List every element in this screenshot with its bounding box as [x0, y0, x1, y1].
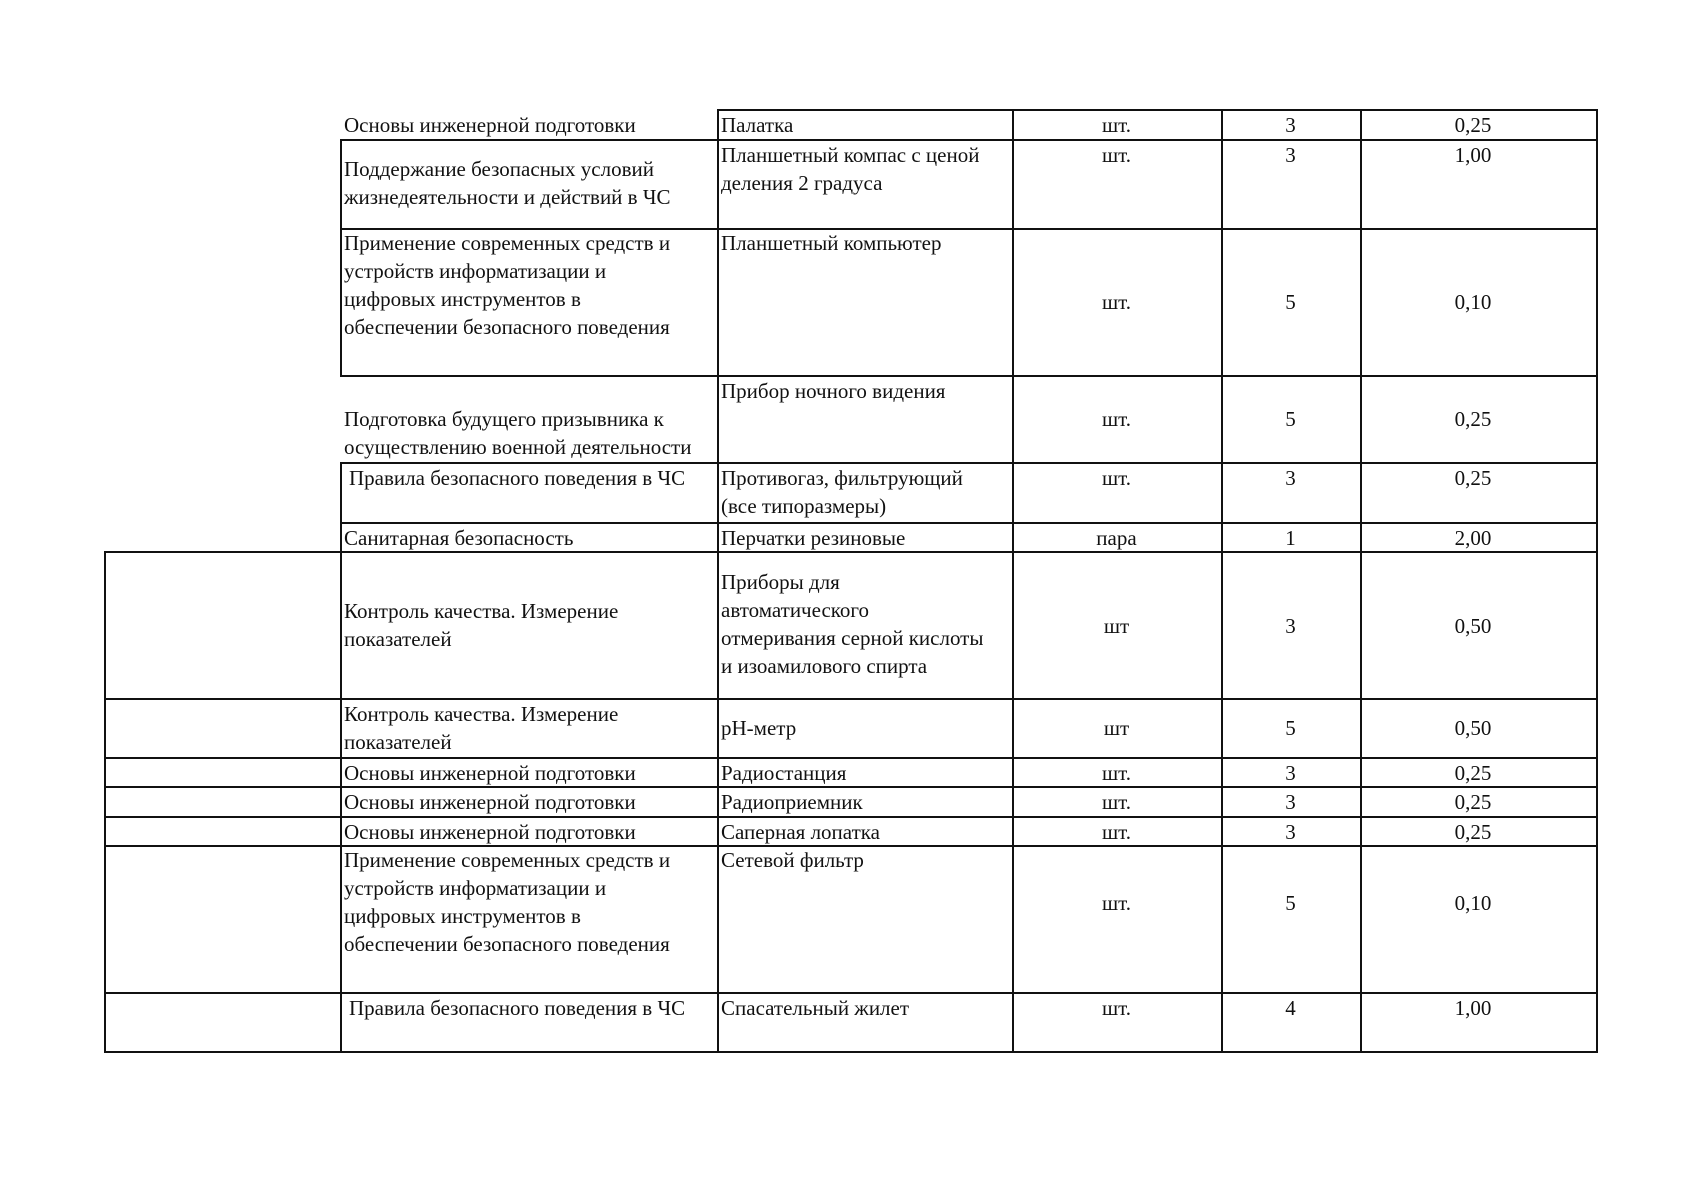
cell-rate: 0,25	[1454, 820, 1492, 844]
cell-item: Прибор ночного видения	[721, 379, 946, 403]
cell-section: Правила безопасного поведения в ЧС	[349, 466, 686, 490]
cell-quantity: 3	[1285, 143, 1296, 167]
cell-rate: 0,25	[1454, 407, 1492, 431]
cell-rate: 0,50	[1454, 614, 1492, 638]
cell-item: Перчатки резиновые	[721, 526, 906, 550]
table-rule	[104, 551, 106, 1053]
cell-unit: шт.	[1101, 143, 1132, 167]
cell-quantity: 5	[1285, 290, 1296, 314]
cell-unit: шт.	[1101, 407, 1132, 431]
cell-unit: шт.	[1101, 820, 1132, 844]
cell-section: Контроль качества. Измерение показателей	[344, 599, 619, 651]
cell-unit: шт.	[1101, 996, 1132, 1020]
cell-section: Санитарная безопасность	[344, 526, 574, 550]
cell-item: Спасательный жилет	[721, 996, 910, 1020]
cell-item: Радиостанция	[721, 761, 847, 785]
cell-quantity: 5	[1285, 716, 1296, 740]
table-rule	[1596, 109, 1598, 1053]
cell-unit: шт.	[1101, 790, 1132, 814]
cell-quantity: 3	[1285, 113, 1296, 137]
cell-unit: шт.	[1101, 113, 1132, 137]
cell-quantity: 3	[1285, 790, 1296, 814]
cell-rate: 1,00	[1454, 143, 1492, 167]
table-rule	[104, 698, 1598, 700]
cell-unit: шт.	[1101, 290, 1132, 314]
cell-quantity: 3	[1285, 761, 1296, 785]
cell-unit: шт.	[1101, 761, 1132, 785]
cell-item: Сетевой фильтр	[721, 848, 864, 872]
cell-section: Основы инженерной подготовки	[344, 113, 636, 137]
table-rule	[104, 1051, 1598, 1053]
cell-section: Основы инженерной подготовки	[344, 790, 636, 814]
cell-unit: шт	[1103, 716, 1130, 740]
cell-item: Приборы для автоматического отмеривания серной кислоты и изоамилового спирта	[721, 570, 984, 678]
cell-section: Основы инженерной подготовки	[344, 820, 636, 844]
cell-section: Поддержание безопасных условий жизнедеятельности и действий в ЧС	[344, 157, 671, 209]
cell-rate: 0,25	[1454, 790, 1492, 814]
table-rule	[717, 109, 719, 1053]
cell-quantity: 5	[1285, 407, 1296, 431]
cell-quantity: 1	[1285, 526, 1296, 550]
cell-rate: 0,50	[1454, 716, 1492, 740]
cell-quantity: 3	[1285, 466, 1296, 490]
cell-item: Планшетный компьютер	[721, 231, 942, 255]
cell-quantity: 3	[1285, 820, 1296, 844]
cell-quantity: 4	[1285, 996, 1296, 1020]
cell-unit: шт	[1103, 614, 1130, 638]
cell-section: Применение современных средств и устройств информатизации и цифровых инструментов в обеспечении безопасного поведения	[344, 848, 671, 956]
cell-unit: шт.	[1101, 466, 1132, 490]
cell-section: Правила безопасного поведения в ЧС	[349, 996, 686, 1020]
cell-rate: 0,25	[1454, 113, 1492, 137]
cell-rate: 0,10	[1454, 290, 1492, 314]
cell-rate: 0,25	[1454, 466, 1492, 490]
cell-rate: 0,25	[1454, 761, 1492, 785]
cell-section: Основы инженерной подготовки	[344, 761, 636, 785]
cell-item: Палатка	[721, 113, 794, 137]
cell-rate: 0,10	[1454, 891, 1492, 915]
cell-item: Противогаз, фильтрующий (все типоразмеры)	[721, 466, 963, 518]
cell-section: Подготовка будущего призывника к осуществлению военной деятельности	[344, 407, 692, 459]
table-rule	[340, 139, 342, 376]
cell-item: Радиоприемник	[721, 790, 863, 814]
cell-rate: 1,00	[1454, 996, 1492, 1020]
cell-quantity: 5	[1285, 891, 1296, 915]
cell-section: Контроль качества. Измерение показателей	[344, 702, 619, 754]
cell-unit: пара	[1096, 526, 1137, 550]
cell-item: pH-метр	[721, 716, 797, 740]
cell-unit: шт.	[1101, 891, 1132, 915]
cell-section: Применение современных средств и устройств информатизации и цифровых инструментов в обеспечении безопасного поведения	[344, 231, 671, 339]
table-rule	[340, 462, 342, 1053]
cell-rate: 2,00	[1454, 526, 1492, 550]
cell-item: Саперная лопатка	[721, 820, 880, 844]
cell-quantity: 3	[1285, 614, 1296, 638]
cell-item: Планшетный компас с ценой деления 2 градуса	[721, 143, 980, 195]
